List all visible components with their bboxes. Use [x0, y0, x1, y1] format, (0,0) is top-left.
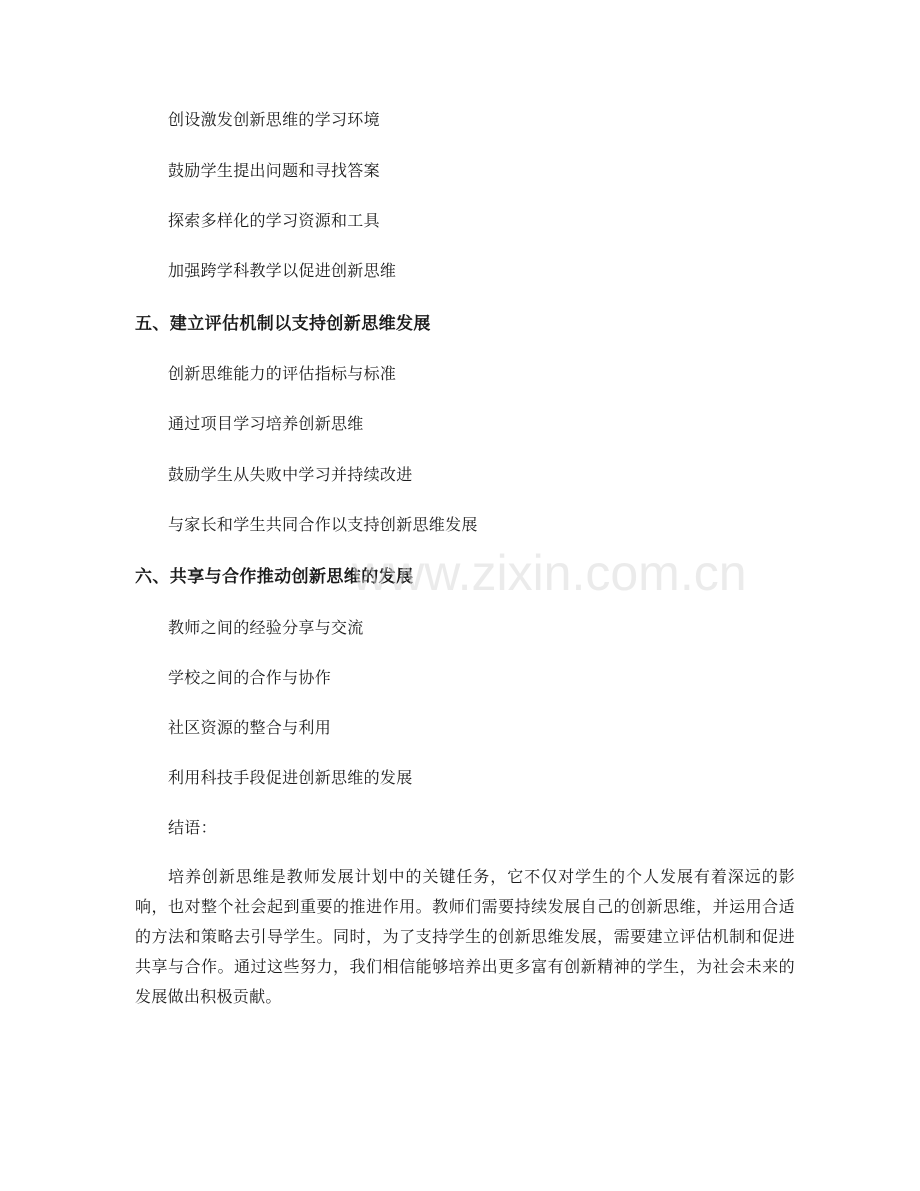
list-item: 鼓励学生从失败中学习并持续改进	[168, 465, 413, 484]
list-item: 学校之间的合作与协作	[168, 668, 332, 687]
list-item: 探索多样化的学习资源和工具	[168, 211, 380, 230]
list-item: 与家长和学生共同合作以支持创新思维发展	[168, 515, 478, 534]
list-item: 通过项目学习培养创新思维	[168, 414, 364, 433]
list-item: 创设激发创新思维的学习环境	[168, 110, 380, 129]
section-heading-6: 六、共享与合作推动创新思维的发展	[135, 567, 414, 587]
list-item: 创新思维能力的评估指标与标准	[168, 364, 397, 383]
watermark: www.zixin.com.cn	[352, 545, 747, 601]
list-item: 利用科技手段促进创新思维的发展	[168, 768, 413, 787]
list-item: 鼓励学生提出问题和寻找答案	[168, 161, 380, 180]
conclusion-label: 结语：	[168, 818, 217, 837]
conclusion-paragraph: 培养创新思维是教师发展计划中的关键任务，它不仅对学生的个人发展有着深远的影响，也对整个社会起到重要的推进作用。教师们需要持续发展自己的创新思维，并运用合适的方法和策略去引导学生。同时，为了支持学生的创新思维发展，需要建立评估机制和促进共享与合作。通过这些努力，我们相信能够培养出更多富有创新精神的学生，为社会未来的发展做出积极贡献。	[135, 867, 795, 1006]
list-item: 教师之间的经验分享与交流	[168, 618, 364, 637]
section-heading-5: 五、建立评估机制以支持创新思维发展	[135, 314, 431, 334]
list-item: 加强跨学科教学以促进创新思维	[168, 261, 397, 280]
list-item: 社区资源的整合与利用	[168, 718, 332, 737]
